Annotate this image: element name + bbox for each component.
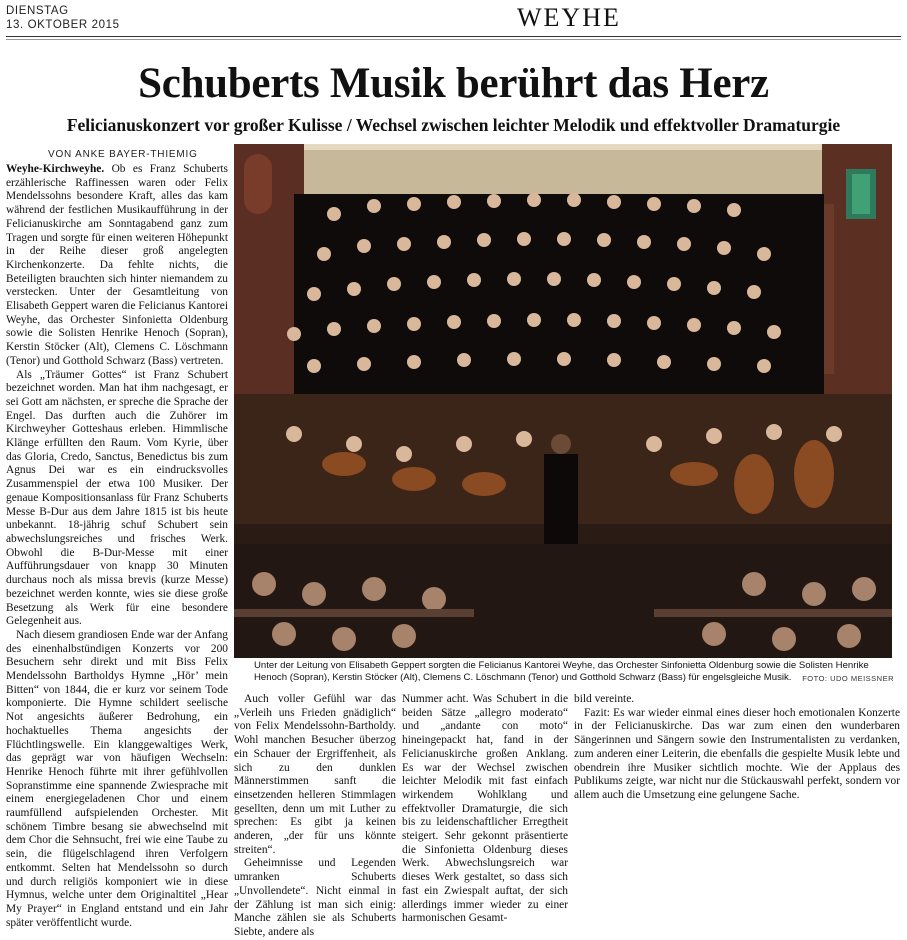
article-column-1 xyxy=(6,163,228,929)
paragraph: Fazit: Es war wieder einmal eines dieser hoch emotionalen Konzerte in der Felicianuskirche. Das war zum einen den wunderbaren Sängerinnen und Sängern sowie den Instrumentalisten zu verdanken, zum anderen einer Leiterin, die ebenfalls die gespielte Musik lebte und obendrein ihre Musiker sichtlich mochte. Wie der Applaus des Publikums zeigte, war nicht nur die Stückauswahl perfekt, sondern vor allem auch die Umsetzung eine gelungene Sache. xyxy=(574,706,900,801)
header-rule xyxy=(6,36,901,37)
paragraph: bild vereinte. xyxy=(574,693,635,705)
article-column-3 xyxy=(402,693,568,925)
paragraph: Auch voller Gefühl war das „Verleih uns Frieden gnädiglich“ von Felix Mendelssohn-Bartholdy. Wohl manchen Besucher überzog ein Schauer der Ergriffenheit, als sich zu den dunklen Männerstimmen sanft die einsetzenden helleren Stimmlagen gesellten, denn um mit Luther zu sprechen: Es gibt ja keinen anderen, „der für uns könnte streiten“. xyxy=(234,693,396,856)
weekday: DIENSTAG xyxy=(6,5,69,17)
subheadline: Felicianuskonzert vor großer Kulisse / Wechsel zwischen leichter Melodik und effektvoller Dramaturgie xyxy=(66,115,841,135)
photo-caption xyxy=(254,660,894,686)
paragraph: Nummer acht. Was Schubert in die beiden Sätze „allegro moderato“ und „andante con moto“ hineingepackt hat, fand in der Felicianuskirche großen Anklang. Es war der Wechsel zwischen leichter Melodik mit fast einfach wirkendem Wohlklang und effektvoller Dramaturgie, die sich bis zu leidenschaftlicher Erregtheit steigert. Sehr gekonnt präsentierte die Sinfonietta Oldenburg dieses Werk. Abwechslungsreich war dieses Werk gestaltet, so dass sich fast ein Zwiespalt auftat, der sich allerdings immer wieder zu einer harmonischen Gesamt- xyxy=(402,693,568,925)
paragraph-text: Ob es Franz Schuberts erzählerische Raffinessen waren oder Felix Mendelssohns besondere Kraft, alles das kam während der festlichen Musikaufführung in der Felicianuskirche am Sonntagabend ganz zum Tragen und sorgte für einen weiteren Höhepunkt in der Reihe dieser groß angelegten Kirchenkonzerte. Da fehlte nichts, die Beteiligten brauchten sich hinter niemandem zu verstecken. Unter der Gesamtleitung von Elisabeth Geppert waren die Felicianus Kantorei Weyhe, das Orchester Sinfonietta Oldenburg sowie die Solisten Henrike Henoch (Sopran), Kerstin Stöcker (Alt), Clemens C. Löschmann (Tenor) und Gotthold Schwarz (Bass) vertreten. xyxy=(6,163,228,367)
dateline: Weyhe-Kirchweyhe. xyxy=(6,163,105,175)
article-column-4 xyxy=(574,693,900,853)
paragraph xyxy=(6,163,228,369)
date: 13. OKTOBER 2015 xyxy=(6,19,120,31)
byline: VON ANKE BAYER-THIEMIG xyxy=(48,149,198,160)
paragraph: Als „Träumer Gottes“ ist Franz Schubert bezeichnet worden. Man hat ihm nachgesagt, er sei Gott am nächsten, er spreche die Sprache der Engel. Das durften auch die Zuhörer im Kirchweyher Gotteshaus erleben. Himmlische Klänge erfüllten den Raum. Vom Kyrie, über das Gloria, Credo, Sanctus, Benedictus bis zum Agnus Dei war es ein eindrucksvolles Zusammenspiel der etwa 100 Musiker. Der genaue Kompositionsanlass für Franz Schuberts Messe B-Dur aus dem Jahre 1815 ist bis heute unbekannt. 18-jährig schuf Schubert sein abwechslungsreiches und frisches Werk. Obwohl die B-Dur-Messe mit einer Aufführungsdauer von knapp 30 Minuten durchaus noch als missa brevis (kurze Messe) bezeichnet werden konnte, wies sie diese große Besetzung als Werk für eine besondere Gelegenheit aus. xyxy=(6,368,228,628)
article-column-2 xyxy=(234,693,396,938)
concert-photo-illustration xyxy=(234,144,892,658)
header-rule-thin xyxy=(6,39,901,40)
paragraph: Geheimnisse und Legenden umranken Schuberts „Unvollendete“. Nicht einmal in der Zählung ist man sich einig: Manche zählen sie als Schuberts Siebte, andere als xyxy=(234,857,396,938)
caption-text: Unter der Leitung von Elisabeth Geppert sorgten die Felicianus Kantorei Weyhe, das Orchester Sinfonietta Oldenburg sowie die Solisten Henrike Henoch (Sopran), Kerstin Stöcker (Alt), Clemens C. Löschmann (Tenor) und Gotthold Schwarz (Bass) für engelsgleiche Musik. xyxy=(254,660,869,684)
issue-date-block xyxy=(6,4,120,32)
photo-credit: FOTO: UDO MEISSNER xyxy=(802,674,894,684)
concert-photo xyxy=(234,144,892,658)
paragraph: Nach diesem grandiosen Ende war der Anfang des einenhalbstündigen Konzerts vor 200 Besuchern sehr direkt und mit Biss Felix Mendelssohn Bartholdys Hymne „Hör’ mein Bitten“ von 1844, die er kurz vor seinem Tode komponierte. Die Hymne schildert seelische Not angesichts äußerer Bedrohung, ein hochaktuelles Thema angesichts der Flüchtlingswelle. Ein klanggewaltiges Werk, das geprägt war von häufigen Wechseln: Henrike Henoch führte mit ihrer gefühlvollen Sopranstimme eine spannende Zwiesprache mit einem energiegeladenen Chor und einem raumfüllend aufspielenden Orchester. Mit schönem Timbre besang sie abwechselnd mit dem Chor die Sehnsucht, frei wie eine Taube zu sein, die flügelschlagend ihren Verfolgern entkommt. Selten hat Mendelssohn so durch und durch religiös komponiert wie in diese Hymnus, welche unter dem Originaltitel „Hear My Prayer“ in England entstand und ein Jahr später veröffentlicht wurde. xyxy=(6,628,228,929)
headline: Schuberts Musik berührt das Herz xyxy=(138,60,769,107)
section-title: WEYHE xyxy=(517,3,621,32)
